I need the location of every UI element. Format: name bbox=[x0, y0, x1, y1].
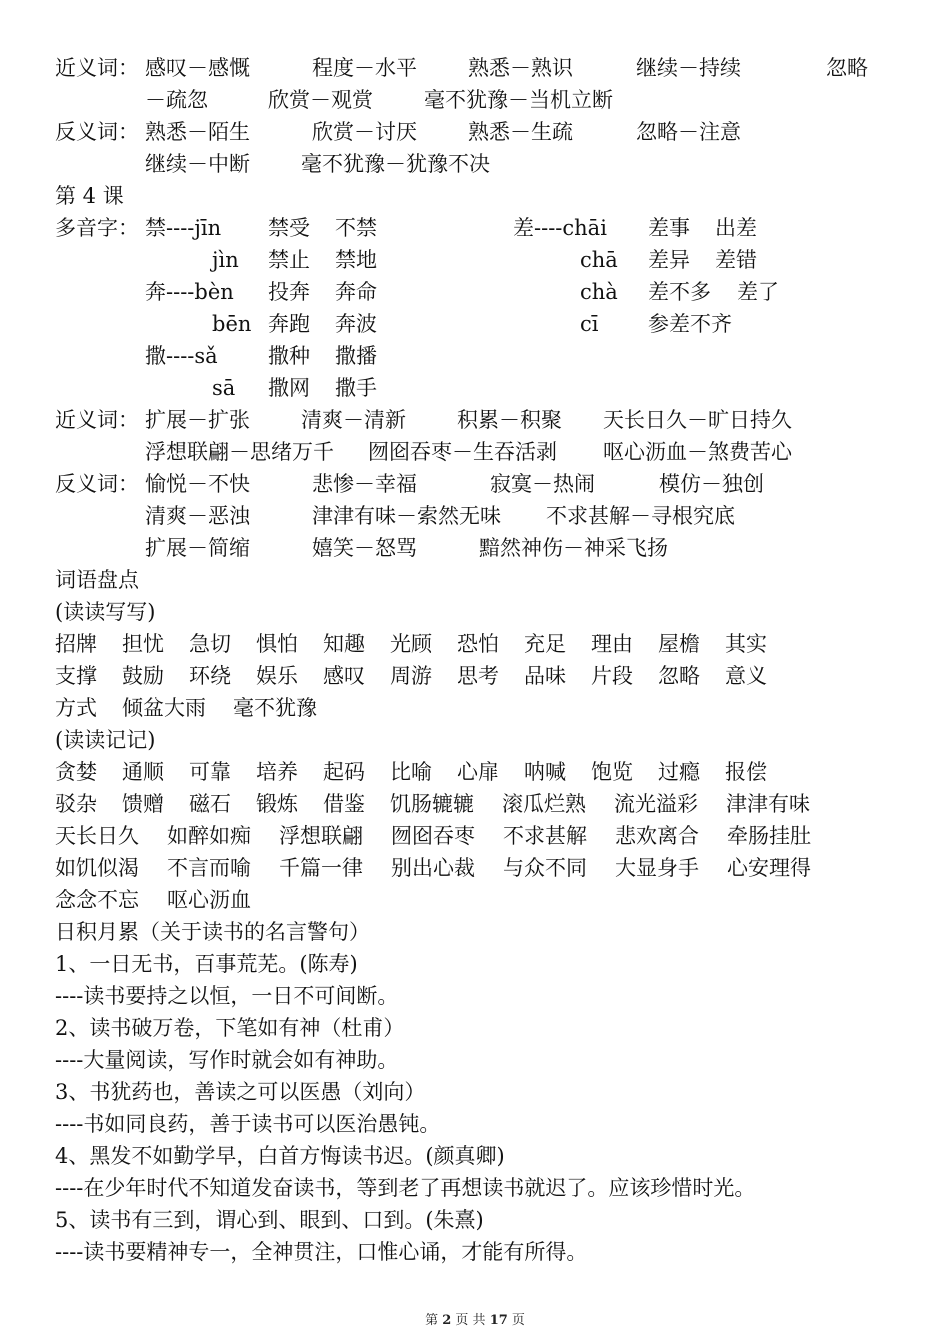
word-pair: 积累－积聚 bbox=[457, 408, 562, 432]
word: 招牌 bbox=[55, 632, 97, 656]
word-pair: 天长日久－旷日持久 bbox=[603, 408, 792, 432]
word: 呐喊 bbox=[524, 760, 566, 784]
word-pair: 熟悉－生疏 bbox=[468, 120, 573, 144]
word: 流光溢彩 bbox=[614, 792, 698, 816]
word-pair: 寂寞－热闹 bbox=[490, 472, 595, 496]
word: 撒手 bbox=[335, 376, 377, 400]
word-pair: 熟悉－陌生 bbox=[145, 120, 250, 144]
pinyin: bēn bbox=[212, 312, 252, 336]
word: 与众不同 bbox=[503, 856, 587, 880]
word: 撒网 bbox=[268, 376, 310, 400]
word: 忽略 bbox=[658, 664, 700, 688]
word: 奔波 bbox=[335, 312, 377, 336]
char-reading: 禁----jīn bbox=[145, 216, 222, 240]
word-pair: 继续－中断 bbox=[145, 152, 250, 176]
word: 鼓励 bbox=[122, 664, 164, 688]
word-pair: 忽略－注意 bbox=[636, 120, 741, 144]
quote-explanation: ----书如同良药，善于读书可以医治愚钝。 bbox=[55, 1112, 441, 1136]
word-pair: 感叹－感慨 bbox=[145, 56, 250, 80]
quote: 4、黑发不如勤学早，白首方悔读书迟。(颜真卿) bbox=[55, 1144, 505, 1168]
word: 理由 bbox=[591, 632, 633, 656]
word: 不言而喻 bbox=[167, 856, 251, 880]
word: 感叹 bbox=[323, 664, 365, 688]
word: 牵肠挂肚 bbox=[727, 824, 811, 848]
word-pair: 模仿－独创 bbox=[659, 472, 764, 496]
word: 惧怕 bbox=[256, 632, 298, 656]
word-pair: 继续－持续 bbox=[636, 56, 741, 80]
word: 周游 bbox=[390, 664, 432, 688]
word: 支撑 bbox=[55, 664, 97, 688]
word-pair: 不求甚解－寻根究底 bbox=[546, 504, 735, 528]
word-pair: 欣赏－讨厌 bbox=[312, 120, 417, 144]
antonym-label: 反义词： bbox=[55, 120, 139, 144]
word: 贪婪 bbox=[55, 760, 97, 784]
word-pair: 毫不犹豫－当机立断 bbox=[424, 88, 613, 112]
word-pair: 囫囵吞枣－生吞活剥 bbox=[368, 440, 557, 464]
word: 充足 bbox=[524, 632, 566, 656]
word: 饱览 bbox=[591, 760, 633, 784]
quote: 5、读书有三到，谓心到、眼到、口到。(朱熹) bbox=[55, 1208, 484, 1232]
synonym-label: 近义词： bbox=[55, 56, 139, 80]
quote-explanation: ----在少年时代不知道发奋读书，等到老了再想读书就迟了。应该珍惜时光。 bbox=[55, 1176, 756, 1200]
word: 心安理得 bbox=[727, 856, 811, 880]
word: 报偿 bbox=[725, 760, 767, 784]
word: 馈赠 bbox=[122, 792, 164, 816]
word: 品味 bbox=[524, 664, 566, 688]
word: 如醉如痴 bbox=[167, 824, 251, 848]
word: 通顺 bbox=[122, 760, 164, 784]
word-pair: 嬉笑－怒骂 bbox=[312, 536, 417, 560]
synonym-label: 近义词： bbox=[55, 408, 139, 432]
quote: 2、读书破万卷，下笔如有神（杜甫） bbox=[55, 1016, 405, 1040]
word: 千篇一律 bbox=[279, 856, 363, 880]
word-pair: 清爽－恶浊 bbox=[145, 504, 250, 528]
word: 恐怕 bbox=[457, 632, 499, 656]
word: 借鉴 bbox=[323, 792, 365, 816]
word: 滚瓜烂熟 bbox=[502, 792, 586, 816]
word: 片段 bbox=[591, 664, 633, 688]
word: 锻炼 bbox=[256, 792, 298, 816]
word: 知趣 bbox=[323, 632, 365, 656]
word: 不禁 bbox=[335, 216, 377, 240]
word-pair: 愉悦－不快 bbox=[145, 472, 250, 496]
word-pair: 悲惨－幸福 bbox=[312, 472, 417, 496]
char-reading: 撒----sǎ bbox=[145, 344, 218, 368]
word: 浮想联翩 bbox=[279, 824, 363, 848]
word: 如饥似渴 bbox=[55, 856, 139, 880]
word: 差错 bbox=[715, 248, 757, 272]
word: 不求甚解 bbox=[503, 824, 587, 848]
page-total: 17 bbox=[489, 1313, 508, 1328]
footer-suffix: 页 bbox=[511, 1313, 525, 1328]
word-pair: 程度－水平 bbox=[312, 56, 417, 80]
word: 津津有味 bbox=[726, 792, 810, 816]
word: 差事 bbox=[648, 216, 690, 240]
word: 出差 bbox=[715, 216, 757, 240]
word: 环绕 bbox=[189, 664, 231, 688]
word: 娱乐 bbox=[256, 664, 298, 688]
word: 饥肠辘辘 bbox=[390, 792, 474, 816]
word-pair: 清爽－清新 bbox=[301, 408, 406, 432]
char-reading: 差----chāi bbox=[513, 216, 607, 240]
word: 比喻 bbox=[390, 760, 432, 784]
pinyin: chà bbox=[580, 280, 618, 304]
lesson-title: 第 4 课 bbox=[55, 184, 124, 208]
word: 天长日久 bbox=[55, 824, 139, 848]
word: 心扉 bbox=[457, 760, 499, 784]
char-reading: 奔----bèn bbox=[145, 280, 234, 304]
word-pair: 忽略 bbox=[826, 56, 868, 80]
word: 悲欢离合 bbox=[615, 824, 699, 848]
word: 大显身手 bbox=[615, 856, 699, 880]
antonym-label: 反义词： bbox=[55, 472, 139, 496]
word: 其实 bbox=[725, 632, 767, 656]
pinyin: chā bbox=[580, 248, 618, 272]
word: 参差不齐 bbox=[648, 312, 732, 336]
word: 撒播 bbox=[335, 344, 377, 368]
word: 禁受 bbox=[268, 216, 310, 240]
word-pair: 津津有味－索然无味 bbox=[312, 504, 501, 528]
quote-explanation: ----大量阅读，写作时就会如有神助。 bbox=[55, 1048, 399, 1072]
word: 差异 bbox=[648, 248, 690, 272]
word: 禁止 bbox=[268, 248, 310, 272]
word: 屋檐 bbox=[658, 632, 700, 656]
word: 培养 bbox=[256, 760, 298, 784]
quote-explanation: ----读书要精神专一，全神贯注，口惟心诵，才能有所得。 bbox=[55, 1240, 588, 1264]
word-pair: 欣赏－观赏 bbox=[268, 88, 373, 112]
word: 投奔 bbox=[268, 280, 310, 304]
pinyin: cī bbox=[580, 312, 599, 336]
word: 担忧 bbox=[122, 632, 164, 656]
word: 过瘾 bbox=[658, 760, 700, 784]
section-title: 词语盘点 bbox=[55, 568, 139, 592]
polyphonic-label: 多音字： bbox=[55, 216, 139, 240]
word-pair: 毫不犹豫－犹豫不决 bbox=[301, 152, 490, 176]
word-pair: 熟悉－熟识 bbox=[468, 56, 573, 80]
word: 奔跑 bbox=[268, 312, 310, 336]
pinyin: sā bbox=[212, 376, 236, 400]
word: 磁石 bbox=[189, 792, 231, 816]
word: 急切 bbox=[189, 632, 231, 656]
word: 方式 bbox=[55, 696, 97, 720]
page-footer bbox=[0, 1309, 950, 1328]
word: 驳杂 bbox=[55, 792, 97, 816]
word-pair: 浮想联翩－思绪万千 bbox=[145, 440, 334, 464]
word: 差了 bbox=[737, 280, 779, 304]
footer-mid: 页 共 bbox=[455, 1313, 486, 1328]
word: 意义 bbox=[725, 664, 767, 688]
word: 光顾 bbox=[390, 632, 432, 656]
section-title: 日积月累（关于读书的名言警句） bbox=[55, 920, 370, 944]
word: 倾盆大雨 bbox=[122, 696, 206, 720]
pinyin: jìn bbox=[212, 248, 239, 272]
footer-prefix: 第 bbox=[425, 1313, 439, 1328]
word: 禁地 bbox=[335, 248, 377, 272]
subsection-title: (读读写写) bbox=[55, 600, 156, 624]
word-pair: 扩展－简缩 bbox=[145, 536, 250, 560]
word: 囫囵吞枣 bbox=[391, 824, 475, 848]
word: 思考 bbox=[457, 664, 499, 688]
word: 可靠 bbox=[189, 760, 231, 784]
page-number: 2 bbox=[442, 1313, 452, 1328]
word: 毫不犹豫 bbox=[233, 696, 317, 720]
word-pair: 黯然神伤－神采飞扬 bbox=[479, 536, 668, 560]
word: 撒种 bbox=[268, 344, 310, 368]
word: 念念不忘 bbox=[55, 888, 139, 912]
word-pair: －疏忽 bbox=[145, 88, 208, 112]
subsection-title: (读读记记) bbox=[55, 728, 156, 752]
quote: 1、一日无书，百事荒芜。(陈寿) bbox=[55, 952, 358, 976]
quote: 3、书犹药也，善读之可以医愚（刘向） bbox=[55, 1080, 426, 1104]
word-pair: 呕心沥血－煞费苦心 bbox=[603, 440, 792, 464]
word: 呕心沥血 bbox=[167, 888, 251, 912]
word: 差不多 bbox=[648, 280, 711, 304]
word-pair: 扩展－扩张 bbox=[145, 408, 250, 432]
word: 奔命 bbox=[335, 280, 377, 304]
word: 别出心裁 bbox=[391, 856, 475, 880]
word: 起码 bbox=[323, 760, 365, 784]
quote-explanation: ----读书要持之以恒，一日不可间断。 bbox=[55, 984, 399, 1008]
